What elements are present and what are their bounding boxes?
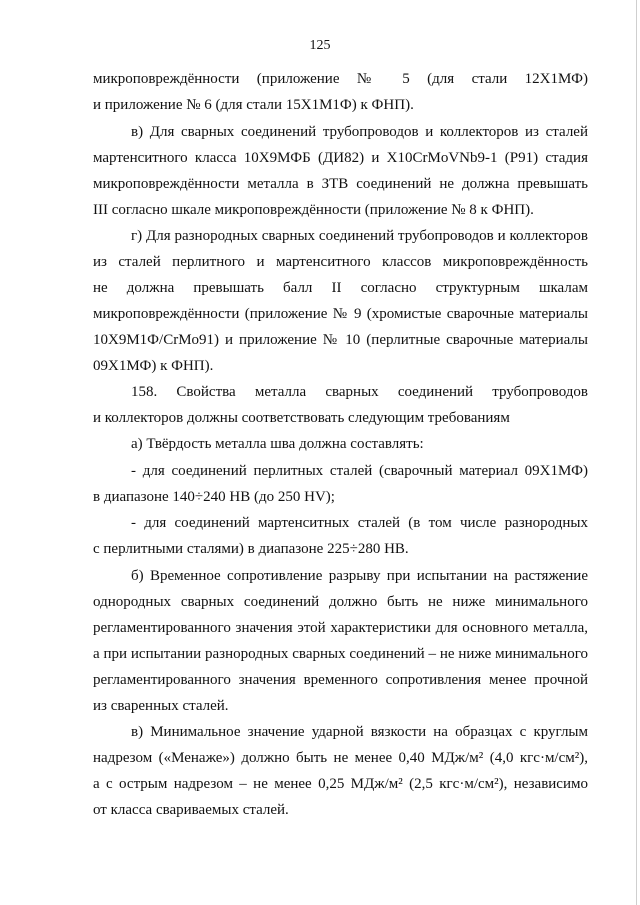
text-line: регламентированного значения этой характеристики для основного металла,: [93, 620, 588, 636]
scan-edge-divider: [636, 0, 637, 905]
text-line: мартенситного класса 10Х9МФБ (ДИ82) и X10CrMoVNb9-1 (Р91) стадия: [93, 150, 588, 166]
text-line: - для соединений перлитных сталей (сварочный материал 09Х1МФ): [131, 463, 588, 479]
text-line: в) Минимальное значение ударной вязкости на образцах с круглым: [131, 724, 588, 740]
text-line: 10Х9М1Ф/CrMo91) и приложение № 10 (перлитные сварочные материалы: [93, 332, 588, 348]
text-line: регламентированного значения временного сопротивления менее прочной: [93, 672, 588, 688]
text-line: из сваренных сталей.: [93, 698, 229, 714]
text-line: в) Для сварных соединений трубопроводов и коллекторов из сталей: [131, 124, 588, 140]
text-line: и приложение № 6 (для стали 15Х1М1Ф) к ФНП).: [93, 97, 414, 113]
text-line: с перлитными сталями) в диапазоне 225÷280 НВ.: [93, 541, 409, 557]
text-line: однородных сварных соединений должно быть не ниже минимального: [93, 594, 588, 610]
text-line: 158. Свойства металла сварных соединений трубопроводов: [131, 384, 588, 400]
page-number: 125: [309, 38, 331, 53]
text-line: г) Для разнородных сварных соединений трубопроводов и коллекторов: [131, 228, 588, 244]
text-line: надрезом («Менаже») должно быть не менее 0,40 МДж/м² (4,0 кгс·м/см²),: [93, 750, 588, 766]
text-line: - для соединений мартенситных сталей (в том числе разнородных: [131, 515, 588, 531]
text-line: микроповреждённости металла в ЗТВ соединений не должна превышать: [93, 176, 588, 192]
text-line: не должна превышать балл II согласно структурным шкалам: [93, 280, 588, 296]
text-line: и коллекторов должны соответствовать следующим требованиям: [93, 410, 510, 426]
text-line: б) Временное сопротивление разрыву при испытании на растяжение: [131, 568, 588, 584]
text-line: от класса свариваемых сталей.: [93, 802, 289, 818]
text-line: в диапазоне 140÷240 НВ (до 250 HV);: [93, 489, 335, 505]
text-line: микроповреждённости (приложение № 9 (хромистые сварочные материалы: [93, 306, 588, 322]
text-line: III согласно шкале микроповреждённости (приложение № 8 к ФНП).: [93, 202, 534, 218]
text-line: а с острым надрезом – не менее 0,25 МДж/м² (2,5 кгс·м/см²), независимо: [93, 776, 588, 792]
text-line: а) Твёрдость металла шва должна составлять:: [131, 436, 424, 452]
text-line: а при испытании разнородных сварных соединений – не ниже минимального: [93, 646, 588, 662]
text-line: из сталей перлитного и мартенситного классов микроповреждённость: [93, 254, 588, 270]
text-line: микроповреждённости (приложение № 5 (для стали 12Х1МФ): [93, 71, 588, 87]
text-line: 09Х1МФ) к ФНП).: [93, 358, 214, 374]
